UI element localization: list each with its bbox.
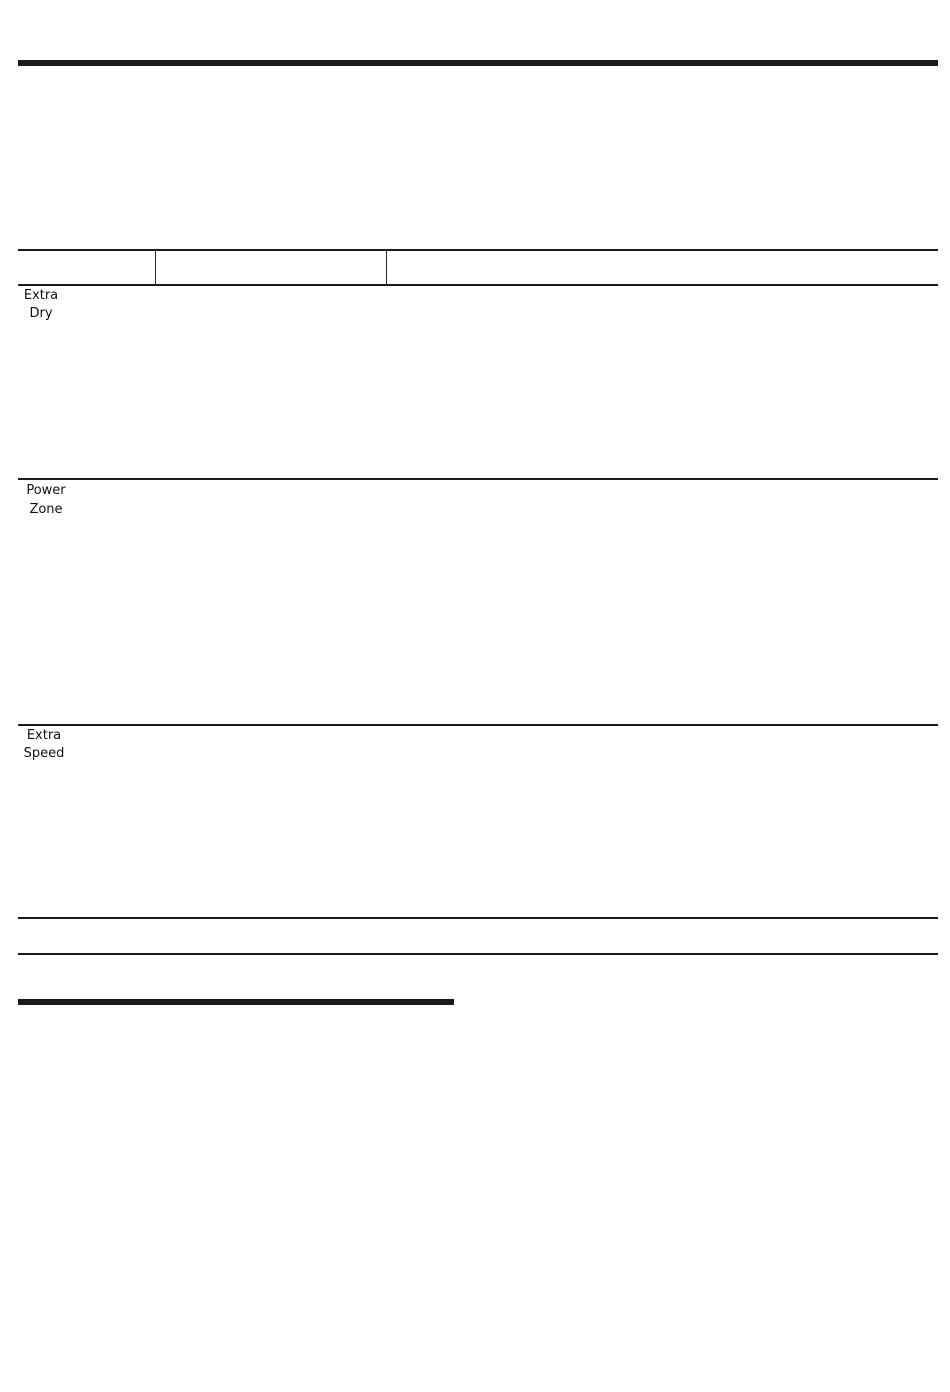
row-label-line1: Extra xyxy=(26,728,62,743)
table-row-extra-dry-label xyxy=(20,287,62,323)
row-label-line1: Extra xyxy=(23,288,59,303)
table-row-divider-2 xyxy=(18,724,938,726)
top-heading-rule xyxy=(18,60,938,66)
table-top-border xyxy=(18,249,938,251)
table-row-power-zone-label xyxy=(22,481,70,519)
header-col-divider-1 xyxy=(155,249,156,286)
row-label-line2: Speed xyxy=(23,746,65,761)
header-col-divider-2 xyxy=(386,249,387,286)
table-row-divider-3 xyxy=(18,917,938,919)
section-heading-rule xyxy=(18,999,454,1005)
table-row-divider-1 xyxy=(18,478,938,480)
row-label-line2: Zone xyxy=(29,502,63,517)
table-header-bottom-border xyxy=(18,284,938,286)
row-label-line1: Power xyxy=(26,483,66,498)
row-label-line2: Dry xyxy=(29,306,53,321)
table-bottom-border xyxy=(18,953,938,955)
table-row-extra-speed-label xyxy=(21,727,67,763)
